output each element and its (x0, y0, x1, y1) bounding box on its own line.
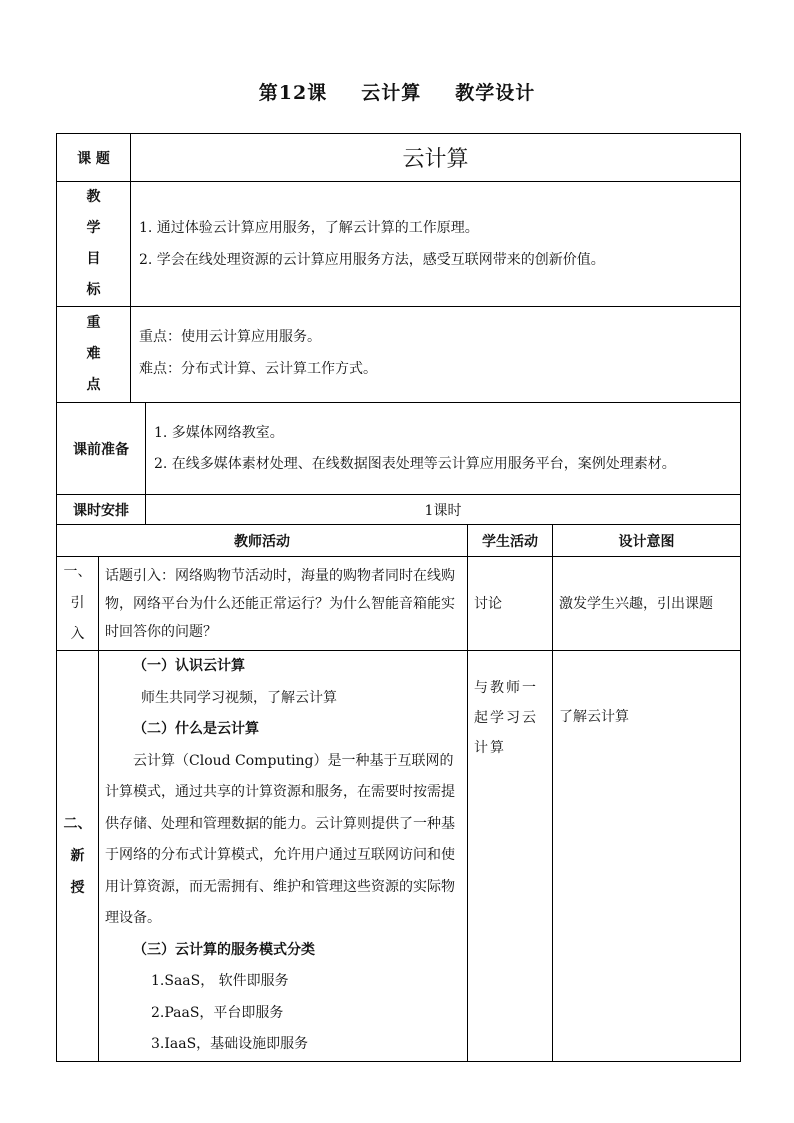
section2-label: 二、 新 授 (57, 651, 99, 1062)
prep-content (146, 403, 741, 495)
keypoints-row (57, 307, 741, 403)
prep-row (57, 403, 741, 495)
goals-label: 教 学 目 标 (57, 182, 131, 307)
title-kind: 教学设计 (455, 82, 536, 104)
section1-label: 一、 引 入 (57, 557, 99, 651)
prep-item: 2. 在线多媒体素材处理、在线数据图表处理等云计算应用服务平台，案例处理素材。 (154, 455, 676, 472)
service-model-item: 3.IaaS，基础设施即服务 (151, 1036, 309, 1052)
header-intent: 设计意图 (553, 525, 741, 557)
keypoint-item: 难点：分布式计算、云计算工作方式。 (139, 361, 377, 377)
header-student: 学生活动 (468, 525, 553, 557)
header-teacher: 教师活动 (57, 525, 468, 557)
section2-heading-2: （二）什么是云计算 (133, 721, 259, 737)
schedule-row (57, 495, 741, 525)
keypoints-label: 重 难 点 (57, 307, 131, 403)
keypoint-item: 重点：使用云计算应用服务。 (139, 329, 321, 345)
section2-intent: 了解云计算 (553, 651, 741, 1062)
topic-value: 云计算 (131, 134, 741, 182)
title-lesson: 第12课 (258, 82, 328, 104)
topic-row (57, 134, 741, 182)
title-topic: 云计算 (361, 82, 422, 104)
topic-label: 课 题 (57, 134, 131, 182)
prep-item: 1. 多媒体网络教室。 (154, 424, 284, 441)
section2-student: 与教师一起学习云计算 (468, 651, 553, 1062)
goals-content (131, 182, 741, 307)
section1-teacher: 话题引入：网络购物节活动时，海量的购物者同时在线购物，网络平台为什么还能正常运行？为什么智能音箱能实时回答你的问题？ (99, 557, 468, 651)
schedule-value: 1课时 (146, 495, 741, 525)
schedule-label: 课时安排 (57, 495, 146, 525)
goals-row (57, 182, 741, 307)
goal-item: 1. 通过体验云计算应用服务，了解云计算的工作原理。 (139, 220, 479, 236)
service-model-item: 1.SaaS， 软件即服务 (151, 973, 289, 989)
section1-row (57, 557, 741, 651)
service-model-item: 2.PaaS，平台即服务 (151, 1004, 284, 1021)
section2-row (57, 651, 741, 1062)
section2-heading-1: （一）认识云计算 (133, 658, 245, 674)
keypoints-content (131, 307, 741, 403)
lesson-plan-table (56, 133, 741, 1062)
section2-heading-3: （三）云计算的服务模式分类 (133, 941, 315, 958)
section2-teacher (99, 651, 468, 1062)
activity-header-row (57, 525, 741, 557)
section2-para-2: 云计算（Cloud Computing）是一种基于互联网的计算模式，通过共享的计算资源和服务，在需要时按需提供存储、处理和管理数据的能力。云计算则提供了一种基于网络的分布式计算模式，允许用户通过互联网访问和使用计算资源，而无需拥有、维护和管理这些资源的实际物理设备。 (105, 752, 455, 926)
goal-item: 2. 学会在线处理资源的云计算应用服务方法，感受互联网带来的创新价值。 (139, 252, 605, 268)
document-title (0, 78, 794, 105)
section2-para-1: 师生共同学习视频，了解云计算 (141, 689, 337, 706)
prep-label: 课前准备 (57, 403, 146, 495)
section1-intent: 激发学生兴趣，引出课题 (553, 557, 741, 651)
section1-student: 讨论 (468, 557, 553, 651)
